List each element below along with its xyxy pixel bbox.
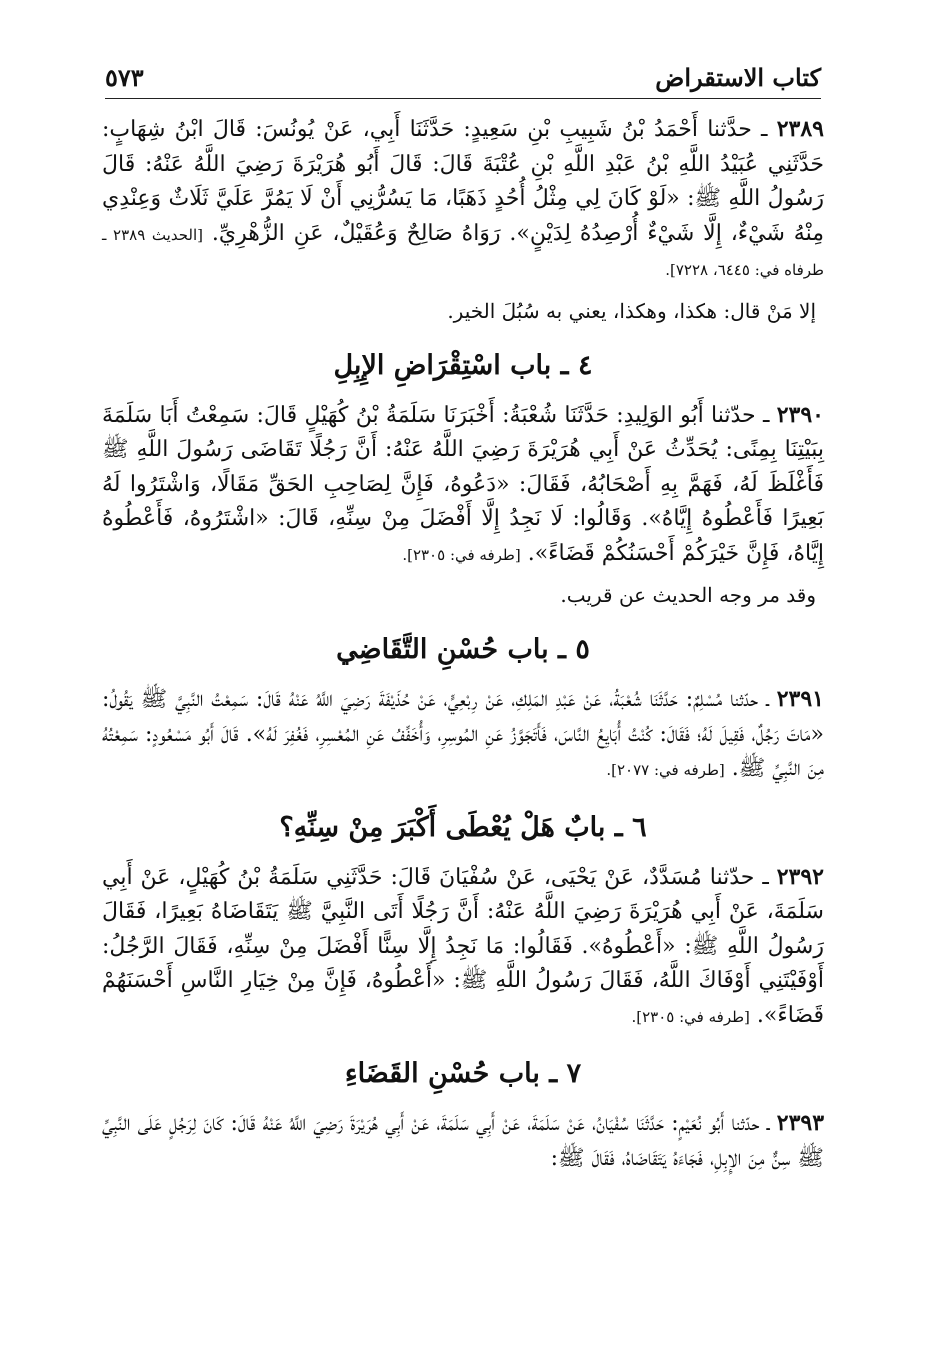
hadith-number: ٢٣٨٩: [776, 116, 824, 142]
chapter-heading-6: ٦ ـ بابٌ هَلْ يُعْطَى أَكْبَرَ مِنْ سِنِّهِ؟: [279, 811, 647, 843]
page-header: [105, 58, 821, 99]
hadith-number: ٢٣٩١: [776, 686, 824, 712]
hadith-number: ٢٣٩٠: [776, 401, 824, 428]
chapter-heading-5: ٥ ـ باب حُسْنِ التَّقَاضِي: [336, 634, 590, 665]
hadith-reference: [طرفه في: ٢٠٧٧].: [606, 761, 725, 779]
commentary-2389: إلا مَنْ قال: هكذا، وهكذا، يعني به سُبُلَ الخير.: [447, 298, 816, 323]
commentary-2390: وقد مر وجه الحديث عن قريب.: [560, 583, 816, 607]
page-number: ٥٧٣: [105, 63, 144, 92]
hadith-text: ـ حدَّثنا أَحْمَدُ بْنُ شَبِيبِ بْنِ سَعِيدٍ: حَدَّثَنَا أَبِي، عَنْ يُونُسَ: قَالَ ابْنُ شِهَابٍ: حَدَّثَنِي عُبَيْدُ اللَّهِ بْنُ عَبْدِ اللَّهِ بْنِ عُتْبَةَ قَالَ: قَالَ أَبُو هُرَيْرَةَ رَضِيَ اللَّهُ عَنْهُ: قَالَ رَسُولُ اللَّهِ ﷺ: «لَوْ كَانَ لِي مِثْلُ أُحُدٍ ذَهَبًا، مَا يَسُرُّنِي أَنْ لَا يَمُرَّ عَلَيَّ ثَلَاثٌ وَعِنْدِي مِنْهُ شَيْءٌ، إِلَّا شَيْءٌ أُرْصِدُهُ لِدَيْنٍ». رَوَاهُ صَالِحٌ وَعُقَيْلٌ، عَنِ الزُّهْرِيِّ.: [102, 117, 825, 246]
hadith-reference: [طرفه في: ٢٣٠٥].: [402, 545, 521, 564]
hadith-2392: [102, 860, 824, 1035]
hadith-2393: [102, 1106, 824, 1176]
chapter-heading-4: ٤ ـ باب اسْتِقْرَاضِ الإِبِلِ: [333, 349, 593, 381]
hadith-text: ـ حدّثنا أَبُو الوَلِيدِ: حَدَّثَنَا شُعْبَةُ: أَخْبَرَنَا سَلَمَةُ بْنُ كُهَيْلٍ قَالَ: سَمِعْتُ أَبَا سَلَمَةَ بِبَيْتِنَا بِمِنًى: يُحَدِّثُ عَنْ أَبِي هُرَيْرَةَ رَضِيَ اللَّهُ عَنْهُ: أَنَّ رَجُلًا تَقَاضَى رَسُولَ اللَّهِ ﷺ فَأَغْلَظَ لَهُ، فَهَمَّ بِهِ أَصْحَابُهُ، فَقَالَ: «دَعُوهُ، فَإِنَّ لِصَاحِبِ الحَقِّ مَقَالًا، وَاشْتَرُوا لَهُ بَعِيرًا فَأَعْطُوهُ إِيَّاهُ». وَقَالُوا: لَا نَجِدُ إِلَّا أَفْضَلَ مِنْ سِنِّهِ، قَالَ: «اشْتَرُوهُ، فَأَعْطُوهُ إِيَّاهُ، فَإِنَّ خَيْرَكُمْ أَحْسَنُكُمْ قَضَاءً».: [102, 402, 824, 566]
page-content: [102, 112, 824, 1176]
hadith-text: ـ حدّثنا مُسَدَّدٌ، عَنْ يَحْيَى، عَنْ سُفْيَانَ قَالَ: حَدَّثَنِي سَلَمَةُ بْنُ كُهَيْلٍ، عَنْ أَبِي سَلَمَةَ، عَنْ أَبِي هُرَيْرَةَ رَضِيَ اللَّهُ عَنْهُ: أَنَّ رَجُلًا أَتَى النَّبِيَّ ﷺ يَتَقَاضَاهُ بَعِيرًا، فَقَالَ رَسُولُ اللَّهِ ﷺ: «أَعْطُوهُ». فَقَالُوا: مَا نَجِدُ إِلَّا سِنًّا أَفْضَلَ مِنْ سِنِّهِ، فَقَالَ الرَّجُلُ: أَوْفَيْتَنِي أَوْفَاكَ اللَّهُ، فَقَالَ رَسُولُ اللَّهِ ﷺ: «أَعْطُوهُ، فَإِنَّ مِنْ خِيَارِ النَّاسِ أَحْسَنَهُمْ قَضَاءً».: [102, 864, 824, 1028]
hadith-2390: [102, 398, 824, 573]
hadith-number: ٢٣٩٢: [776, 863, 824, 890]
book-title: كتاب الاستقراض: [655, 63, 821, 92]
hadith-2389: [102, 112, 824, 288]
hadith-reference: [الحديث ٢٣٨٩ ـ طرفاه في: ٦٤٤٥، ٧٢٢٨].: [102, 225, 824, 279]
hadith-number: ٢٣٩٣: [776, 1110, 825, 1136]
hadith-reference: [طرفه في: ٢٣٠٥].: [631, 1007, 750, 1026]
hadith-text: ـ حدّثنا مُسْلِمٌ: حَدَّثَنَا شُعْبَةُ، عَنْ عَبْدِ المَلِكِ، عَنْ رِبْعِيٍّ، عَنْ حُذَيْفَةَ رَضِيَ اللَّهُ عَنْهُ قَالَ: سَمِعْتُ النَّبِيَّ ﷺ يَقُولُ: «مَاتَ رَجُلٌ، فَقِيلَ لَهُ؛ فَقَالَ: كُنْتُ أُبَايِعُ النَّاسَ، فَأَتَجَوَّزُ عَنِ المُوسِرِ، وَأُخَفِّفُ عَنِ المُعْسِرِ، فَغُفِرَ لَهُ». قَالَ أَبُو مَسْعُودٍ: سَمِعْتُهُ مِنَ النَّبِيِّ ﷺ.: [102, 687, 824, 781]
hadith-2391: [102, 682, 824, 788]
hadith-text: ـ حدّثنا أَبُو نُعَيْمٍ: حَدَّثَنَا سُفْيَانُ، عَنْ سَلَمَةَ، عَنْ أَبِي سَلَمَةَ، عَنْ أَبِي هُرَيْرَةَ رَضِيَ اللَّهُ عَنْهُ قَالَ: كَانَ لِرَجُلٍ عَلَى النَّبِيِّ ﷺ سِنٌّ مِنَ الإِبِلِ، فَجَاءَهُ يَتَقَاضَاهُ، فَقَالَ ﷺ:: [102, 1111, 824, 1171]
chapter-heading-7: ٧ ـ باب حُسْنِ القَضَاءِ: [344, 1058, 582, 1089]
